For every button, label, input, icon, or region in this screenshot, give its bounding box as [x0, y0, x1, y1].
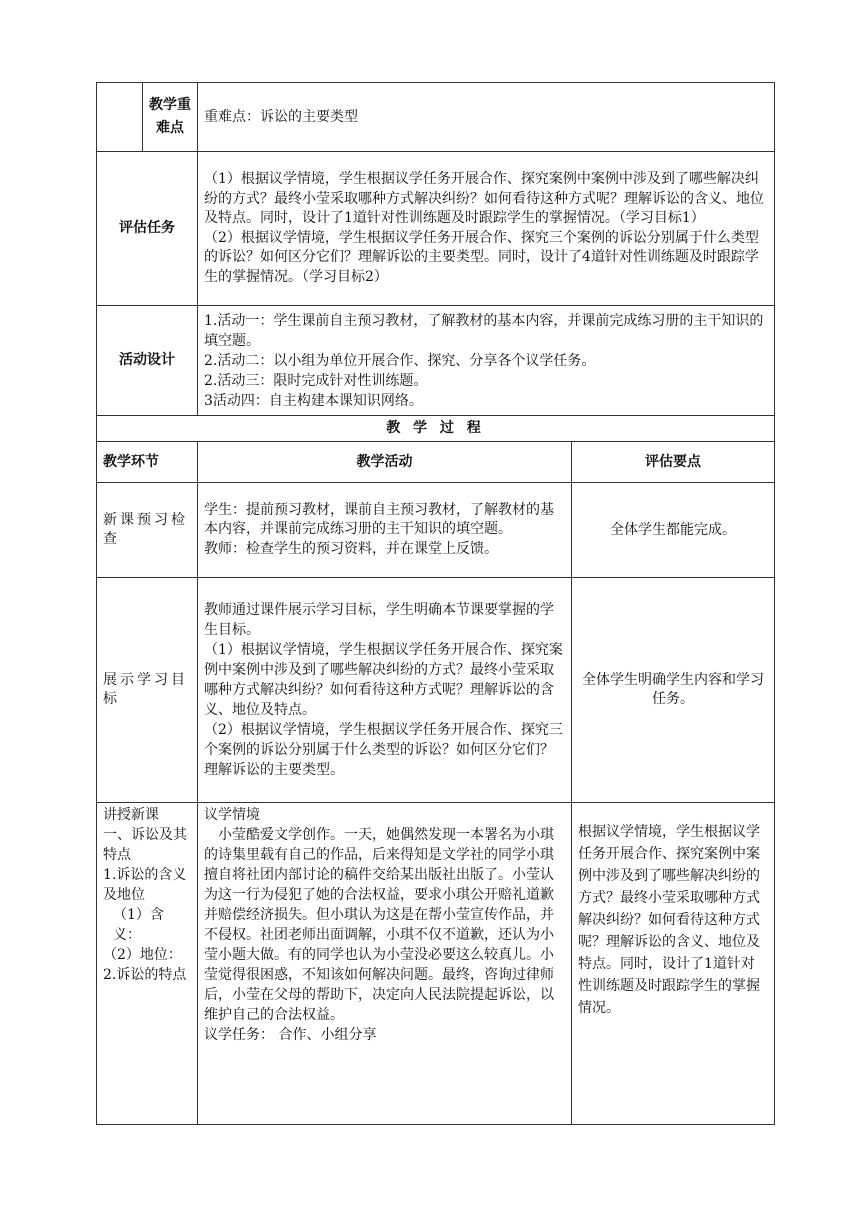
table-row — [97, 803, 775, 1125]
point-cell: 全体学生都能完成。 — [572, 483, 775, 578]
table-row — [97, 483, 775, 578]
activity-cell — [198, 803, 572, 1125]
key-points-text: 重难点：诉讼的主要类型 — [198, 83, 775, 152]
assessment-row — [97, 152, 775, 306]
stage-line: （1）含义： — [113, 907, 164, 943]
lesson-plan-table — [96, 82, 775, 1125]
activity-line-4: 3活动四：自主构建本课知识网络。 — [204, 392, 423, 409]
activity-heading: 议学情境 — [204, 807, 260, 823]
header-activity: 教学活动 — [198, 442, 572, 483]
process-header-row — [97, 442, 775, 483]
header-point: 评估要点 — [572, 442, 775, 483]
activity-line-1: 1.活动一：学生课前自主预习教材，了解教材的基本内容，并课前完成练习册的主干知识的填空题。 — [204, 312, 764, 349]
activity-para: （2）根据议学情境，学生根据议学任务开展合作、探究三个案例的诉讼分别属于什么类型的诉讼？如何区分它们？理解诉讼的主要类型。 — [204, 722, 563, 778]
activity-design-text — [198, 306, 775, 416]
activity-para: 学生：提前预习教材，课前自主预习教材，了解教材的基本内容，并课前完成练习册的主干知识的填空题。 — [204, 501, 554, 538]
key-points-row — [97, 83, 775, 152]
header-stage: 教学环节 — [97, 442, 198, 483]
activity-design-label: 活动设计 — [97, 306, 198, 416]
key-points-label: 教学重难点 — [143, 83, 198, 152]
stage-cell — [97, 803, 198, 1125]
stage-cell: 新课预习检查 — [97, 483, 198, 578]
activity-line-2: 2.活动二：以小组为单位开展合作、探究、分享各个议学任务。 — [204, 352, 596, 369]
assessment-text — [198, 152, 775, 306]
assessment-label: 评估任务 — [97, 152, 198, 306]
stage-line: 一、诉讼及其特点 — [103, 827, 187, 863]
blank-cell — [97, 83, 143, 152]
table-row — [97, 578, 775, 803]
process-title: 教 学 过 程 — [97, 416, 775, 442]
activity-para: 小莹酷爱文学创作。一天，她偶然发现一本署名为小琪的诗集里载有自己的作品，后来得知是文学社的同学小琪擅自将社团内部讨论的稿件交给某出版社出版了。小莹认为这一行为侵犯了她的合法权益，要求小琪公开赔礼道歉并赔偿经济损失。但小琪认为这是在帮小莹宣传作品，并不侵权。社团老师出面调解，小琪不仅不道歉，还认为小莹小题大做。有的同学也认为小莹没必要这么较真儿。小莹觉得很困惑，不知该如何解决问题。最终，咨询过律师后，小莹在父母的帮助下，决定向人民法院提起诉讼，以维护自己的合法权益。 — [204, 827, 554, 1023]
activity-cell — [198, 483, 572, 578]
activity-para: 教师：检查学生的预习资料，并在课堂上反馈。 — [204, 540, 498, 557]
point-cell: 全体学生明确学生内容和学习任务。 — [572, 578, 775, 803]
activity-design-row — [97, 306, 775, 416]
activity-para: （1）根据议学情境，学生根据议学任务开展合作、探究案例中案例中涉及到了哪些解决纠纷的方式？最终小莹采取哪种方式解决纠纷？如何看待这种方式呢？理解诉讼的含义、地位及特点。 — [204, 642, 563, 718]
activity-cell — [198, 578, 572, 803]
activity-para: 教师通过课件展示学习目标，学生明确本节课要掌握的学生目标。 — [204, 602, 554, 638]
stage-cell: 展示学习目标 — [97, 578, 198, 803]
stage-line: （2）地位： — [103, 947, 182, 963]
assessment-para-2: （2）根据议学情境，学生根据议学任务开展合作、探究三个案例的诉讼分别属于什么类型的诉讼？如何区分它们？理解诉讼的主要类型。同时，设计了4道针对性训练题及时跟踪学生的掌握情况。（学习目标2） — [204, 229, 759, 285]
assessment-para-1: （1）根据议学情境，学生根据议学任务开展合作、探究案例中案例中涉及到了哪些解决纠纷的方式？最终小莹采取哪种方式解决纠纷？如何看待这种方式呢？理解诉讼的含义、地位及特点。同时，设计了1道针对性训练题及时跟踪学生的掌握情况。（学习目标1） — [204, 171, 764, 226]
activity-line-3: 2.活动三：限时完成针对性训练题。 — [204, 372, 428, 389]
process-title-row — [97, 416, 775, 442]
stage-line: 1.诉讼的含义及地位 — [103, 867, 187, 903]
activity-task: 议学任务： 合作、小组分享 — [204, 1027, 377, 1043]
stage-line: 2.诉讼的特点 — [103, 967, 187, 983]
stage-line: 讲授新课 — [103, 807, 159, 823]
point-cell: 根据议学情境，学生根据议学任务开展合作、探究案例中案例中涉及到了哪些解决纠纷的方式？最终小莹采取哪种方式解决纠纷？如何看待这种方式呢？理解诉讼的含义、地位及特点。同时，设计了1道针对性训练题及时跟踪学生的掌握情况。 — [572, 803, 775, 1125]
